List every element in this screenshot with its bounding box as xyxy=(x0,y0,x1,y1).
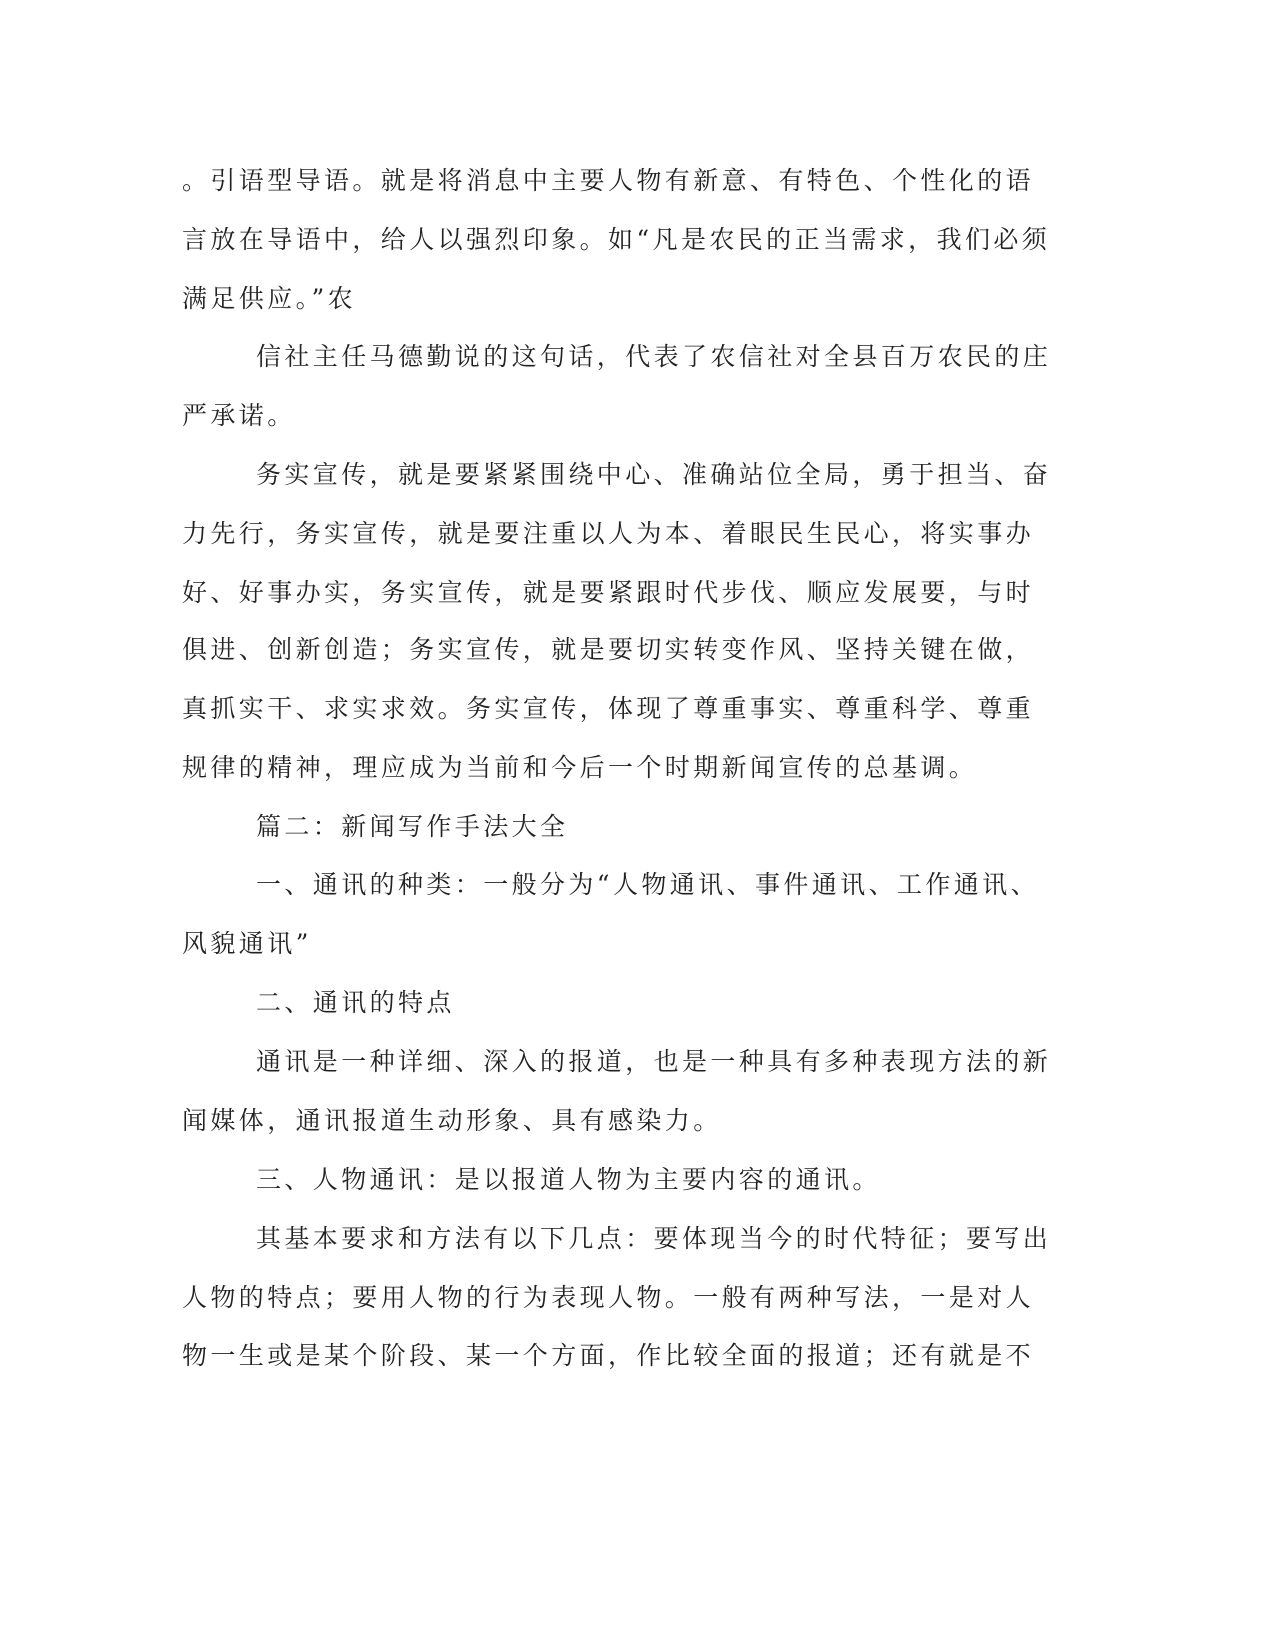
text-line: 。引语型导语。就是将消息中主要人物有新意、有特色、个性化的语 xyxy=(182,166,1035,195)
paragraph-start-line: 信社主任马德勤说的这句话，代表了农信社对全县百万农民的庄 xyxy=(256,342,1052,371)
subsection-heading: 二、通讯的特点 xyxy=(256,988,455,1017)
paragraph-start-line: 其基本要求和方法有以下几点：要体现当今的时代特征；要写出 xyxy=(256,1224,1052,1253)
text-line: 严承诺。 xyxy=(182,401,296,430)
paragraph-start-line: 三、人物通讯：是以报道人物为主要内容的通讯。 xyxy=(256,1165,881,1194)
text-line: 闻媒体，通讯报道生动形象、具有感染力。 xyxy=(182,1106,722,1135)
text-line: 人物的特点；要用人物的行为表现人物。一般有两种写法，一是对人 xyxy=(182,1283,1035,1312)
text-line: 真抓实干、求实求效。务实宣传，体现了尊重事实、尊重科学、尊重 xyxy=(182,694,1035,723)
paragraph-start-line: 通讯是一种详细、深入的报道，也是一种具有多种表现方法的新 xyxy=(256,1047,1052,1076)
text-line: 力先行，务实宣传，就是要注重以人为本、着眼民生民心，将实事办 xyxy=(182,519,1035,548)
section-heading: 篇二：新闻写作手法大全 xyxy=(256,812,569,841)
text-line: 满足供应。”农 xyxy=(182,284,357,313)
text-line: 物一生或是某个阶段、某一个方面，作比较全面的报道；还有就是不 xyxy=(182,1341,1035,1370)
text-line: 言放在导语中，给人以强烈印象。如“凡是农民的正当需求，我们必须 xyxy=(182,225,1051,254)
paragraph-start-line: 一、通讯的种类：一般分为“人物通讯、事件通讯、工作通讯、 xyxy=(256,870,1039,899)
text-line: 俱进、创新创造；务实宣传，就是要切实转变作风、坚持关键在做， xyxy=(182,635,1035,664)
text-line: 规律的精神，理应成为当前和今后一个时期新闻宣传的总基调。 xyxy=(182,753,978,782)
text-line: 好、好事办实，务实宣传，就是要紧跟时代步伐、顺应发展要，与时 xyxy=(182,578,1035,607)
paragraph-start-line: 务实宣传，就是要紧紧围绕中心、准确站位全局，勇于担当、奋 xyxy=(256,460,1052,489)
text-line: 风貌通讯” xyxy=(182,929,312,958)
